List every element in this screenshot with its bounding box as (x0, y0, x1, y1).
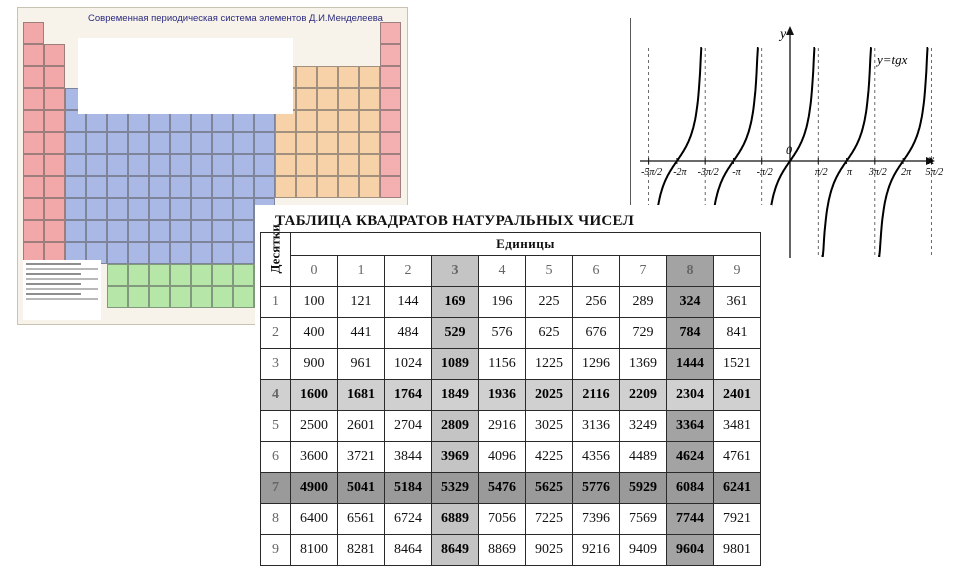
element-cell (380, 154, 401, 176)
table-cell: 3600 (291, 442, 338, 473)
element-cell (317, 66, 338, 88)
element-cell (65, 154, 86, 176)
element-cell (380, 44, 401, 66)
element-cell (317, 154, 338, 176)
element-cell (170, 220, 191, 242)
table-cell: 6400 (291, 504, 338, 535)
periodic-table-title: Современная периодическая система элементов Д.И.Менделеева (88, 13, 383, 24)
element-cell (170, 154, 191, 176)
table-cell: 5929 (620, 473, 667, 504)
table-cell: 961 (338, 349, 385, 380)
table-cell: 196 (479, 287, 526, 318)
element-cell (338, 88, 359, 110)
table-cell: 676 (573, 318, 620, 349)
element-cell (338, 176, 359, 198)
element-cell (212, 264, 233, 286)
units-column-header: 2 (385, 256, 432, 287)
element-cell (170, 286, 191, 308)
element-cell (212, 220, 233, 242)
table-cell: 100 (291, 287, 338, 318)
element-cell (149, 198, 170, 220)
table-cell: 1849 (432, 380, 479, 411)
table-row (261, 380, 761, 411)
element-cell (296, 176, 317, 198)
element-cell (233, 264, 254, 286)
element-cell (107, 264, 128, 286)
element-cell (212, 154, 233, 176)
element-cell (23, 22, 44, 44)
element-cell (212, 242, 233, 264)
table-cell: 9409 (620, 535, 667, 566)
element-cell (296, 66, 317, 88)
element-cell (359, 110, 380, 132)
x-axis-label: x (928, 153, 935, 168)
element-cell (86, 154, 107, 176)
element-cell (170, 242, 191, 264)
tick-label: 5π/2 (925, 167, 944, 178)
table-cell: 5625 (526, 473, 573, 504)
table-cell: 576 (479, 318, 526, 349)
element-cell (380, 88, 401, 110)
element-cell (233, 286, 254, 308)
element-cell (191, 286, 212, 308)
table-cell: 7921 (714, 504, 761, 535)
table-cell: 2401 (714, 380, 761, 411)
table-cell: 225 (526, 287, 573, 318)
table-cell: 9216 (573, 535, 620, 566)
element-cell (149, 242, 170, 264)
table-cell: 5776 (573, 473, 620, 504)
table-row (261, 287, 761, 318)
table-cell: 1521 (714, 349, 761, 380)
table-cell: 9801 (714, 535, 761, 566)
table-cell: 8869 (479, 535, 526, 566)
table-cell: 121 (338, 287, 385, 318)
table-row (261, 535, 761, 566)
table-cell: 6889 (432, 504, 479, 535)
element-cell (128, 286, 149, 308)
units-column-header: 9 (714, 256, 761, 287)
element-cell (359, 66, 380, 88)
tick-label: -5π/2 (641, 167, 663, 178)
units-column-header: 1 (338, 256, 385, 287)
element-cell (23, 88, 44, 110)
table-cell: 169 (432, 287, 479, 318)
table-cell: 1089 (432, 349, 479, 380)
element-cell (23, 110, 44, 132)
units-column-header: 4 (479, 256, 526, 287)
table-cell: 1764 (385, 380, 432, 411)
table-cell: 5476 (479, 473, 526, 504)
element-cell (107, 286, 128, 308)
element-cell (275, 132, 296, 154)
table-cell: 8100 (291, 535, 338, 566)
element-cell (233, 220, 254, 242)
element-cell (65, 132, 86, 154)
element-cell (23, 132, 44, 154)
element-cell (275, 176, 296, 198)
table-cell: 3136 (573, 411, 620, 442)
tick-label: -π (732, 167, 741, 178)
units-column-header: 0 (291, 256, 338, 287)
element-cell (380, 66, 401, 88)
element-cell (65, 198, 86, 220)
table-cell: 5184 (385, 473, 432, 504)
element-cell (233, 176, 254, 198)
element-cell (170, 198, 191, 220)
element-cell (86, 132, 107, 154)
element-cell (128, 264, 149, 286)
element-cell (380, 176, 401, 198)
table-cell: 4356 (573, 442, 620, 473)
table-cell: 1369 (620, 349, 667, 380)
table-cell: 2704 (385, 411, 432, 442)
element-cell (317, 88, 338, 110)
table-cell: 2500 (291, 411, 338, 442)
element-cell (380, 110, 401, 132)
table-row (261, 318, 761, 349)
table-cell: 6241 (714, 473, 761, 504)
element-cell (107, 242, 128, 264)
units-header: Единицы (291, 233, 761, 256)
table-cell: 8464 (385, 535, 432, 566)
table-cell: 4900 (291, 473, 338, 504)
element-cell (128, 132, 149, 154)
element-cell (23, 66, 44, 88)
table-row (261, 442, 761, 473)
table-cell: 5041 (338, 473, 385, 504)
element-cell (107, 220, 128, 242)
element-cell (359, 88, 380, 110)
table-cell: 841 (714, 318, 761, 349)
table-cell: 2916 (479, 411, 526, 442)
table-cell: 4225 (526, 442, 573, 473)
table-cell: 729 (620, 318, 667, 349)
element-cell (191, 242, 212, 264)
element-cell (296, 132, 317, 154)
element-cell (149, 264, 170, 286)
y-axis-label: y (780, 27, 787, 42)
table-cell: 4624 (667, 442, 714, 473)
table-cell: 9604 (667, 535, 714, 566)
element-cell (44, 220, 65, 242)
tens-row-header: 6 (261, 442, 291, 473)
table-cell: 324 (667, 287, 714, 318)
table-cell: 2601 (338, 411, 385, 442)
table-cell: 9025 (526, 535, 573, 566)
element-cell (254, 176, 275, 198)
tick-label: -π/2 (756, 167, 773, 178)
tens-row-header: 3 (261, 349, 291, 380)
element-cell (380, 22, 401, 44)
table-cell: 7056 (479, 504, 526, 535)
element-cell (128, 176, 149, 198)
element-cell (44, 110, 65, 132)
element-cell (128, 154, 149, 176)
table-cell: 2209 (620, 380, 667, 411)
element-cell (86, 220, 107, 242)
element-cell (44, 176, 65, 198)
element-cell (44, 66, 65, 88)
table-cell: 144 (385, 287, 432, 318)
element-cell (44, 44, 65, 66)
element-cell (107, 154, 128, 176)
element-cell (212, 286, 233, 308)
table-cell: 4761 (714, 442, 761, 473)
table-cell: 3481 (714, 411, 761, 442)
periodic-table-legend-box (78, 38, 293, 114)
tick-label: -2π (673, 167, 687, 178)
table-cell: 1156 (479, 349, 526, 380)
element-cell (44, 154, 65, 176)
table-cell: 1600 (291, 380, 338, 411)
table-cell: 529 (432, 318, 479, 349)
tens-row-header: 7 (261, 473, 291, 504)
element-cell (191, 220, 212, 242)
tens-row-header: 9 (261, 535, 291, 566)
element-cell (338, 66, 359, 88)
element-cell (170, 176, 191, 198)
tens-row-header: 5 (261, 411, 291, 442)
table-cell: 3025 (526, 411, 573, 442)
tens-header (261, 224, 291, 287)
element-cell (338, 132, 359, 154)
tick-label: π (847, 167, 853, 178)
squares-table (260, 224, 761, 566)
table-cell: 6724 (385, 504, 432, 535)
tens-row-header: 4 (261, 380, 291, 411)
element-cell (23, 220, 44, 242)
table-cell: 3721 (338, 442, 385, 473)
element-cell (107, 176, 128, 198)
tick-label: -3π/2 (697, 167, 719, 178)
units-column-header: 8 (667, 256, 714, 287)
element-cell (380, 132, 401, 154)
table-cell: 1936 (479, 380, 526, 411)
element-cell (191, 176, 212, 198)
squares-table-panel (255, 205, 772, 557)
element-cell (212, 198, 233, 220)
table-cell: 361 (714, 287, 761, 318)
element-cell (359, 176, 380, 198)
table-cell: 2304 (667, 380, 714, 411)
element-cell (107, 132, 128, 154)
tick-label: π/2 (814, 167, 828, 178)
table-cell: 3844 (385, 442, 432, 473)
table-row (261, 473, 761, 504)
element-cell (170, 132, 191, 154)
element-cell (233, 154, 254, 176)
element-cell (44, 198, 65, 220)
element-cell (233, 198, 254, 220)
table-cell: 3969 (432, 442, 479, 473)
element-cell (359, 154, 380, 176)
table-cell: 3249 (620, 411, 667, 442)
function-label: y=tgx (877, 52, 908, 67)
table-cell: 6561 (338, 504, 385, 535)
element-cell (149, 286, 170, 308)
table-cell: 784 (667, 318, 714, 349)
element-cell (23, 176, 44, 198)
element-cell (191, 198, 212, 220)
units-column-header: 5 (526, 256, 573, 287)
table-cell: 4096 (479, 442, 526, 473)
element-cell (317, 132, 338, 154)
element-cell (23, 198, 44, 220)
table-cell: 400 (291, 318, 338, 349)
element-cell (128, 198, 149, 220)
element-cell (338, 154, 359, 176)
element-cell (296, 154, 317, 176)
element-cell (191, 264, 212, 286)
element-cell (86, 198, 107, 220)
tens-header-label: Десятки (267, 224, 283, 274)
element-cell (233, 132, 254, 154)
table-cell: 1225 (526, 349, 573, 380)
tick-label: 2π (901, 167, 912, 178)
element-cell (128, 242, 149, 264)
table-cell: 7225 (526, 504, 573, 535)
element-cell (275, 154, 296, 176)
tens-row-header: 2 (261, 318, 291, 349)
tens-row-header: 8 (261, 504, 291, 535)
table-cell: 8649 (432, 535, 479, 566)
periodic-table-notes (23, 260, 101, 320)
table-cell: 8281 (338, 535, 385, 566)
table-cell: 900 (291, 349, 338, 380)
element-cell (107, 198, 128, 220)
element-cell (338, 110, 359, 132)
element-cell (233, 242, 254, 264)
element-cell (359, 132, 380, 154)
element-cell (317, 110, 338, 132)
table-row (261, 411, 761, 442)
element-cell (23, 44, 44, 66)
table-cell: 441 (338, 318, 385, 349)
tick-label: 3π/2 (868, 167, 887, 178)
element-cell (44, 88, 65, 110)
element-cell (170, 264, 191, 286)
table-cell: 3364 (667, 411, 714, 442)
element-cell (191, 154, 212, 176)
origin-label: 0 (786, 143, 792, 157)
table-cell: 1296 (573, 349, 620, 380)
element-cell (149, 132, 170, 154)
element-cell (149, 176, 170, 198)
table-cell: 4489 (620, 442, 667, 473)
element-cell (296, 88, 317, 110)
table-row (261, 504, 761, 535)
table-cell: 7569 (620, 504, 667, 535)
table-cell: 1024 (385, 349, 432, 380)
element-cell (65, 220, 86, 242)
element-cell (128, 220, 149, 242)
element-cell (254, 154, 275, 176)
units-column-header: 7 (620, 256, 667, 287)
table-row (261, 349, 761, 380)
element-cell (212, 132, 233, 154)
element-cell (44, 132, 65, 154)
units-column-header: 6 (573, 256, 620, 287)
element-cell (317, 176, 338, 198)
table-cell: 1681 (338, 380, 385, 411)
table-cell: 6084 (667, 473, 714, 504)
table-cell: 7396 (573, 504, 620, 535)
element-cell (254, 132, 275, 154)
table-cell: 625 (526, 318, 573, 349)
element-cell (212, 176, 233, 198)
element-cell (149, 154, 170, 176)
table-cell: 2116 (573, 380, 620, 411)
table-cell: 256 (573, 287, 620, 318)
table-cell: 289 (620, 287, 667, 318)
element-cell (86, 176, 107, 198)
table-cell: 7744 (667, 504, 714, 535)
table-cell: 5329 (432, 473, 479, 504)
table-cell: 2025 (526, 380, 573, 411)
element-cell (65, 176, 86, 198)
squares-table-title: ТАБЛИЦА КВАДРАТОВ НАТУРАЛЬНЫХ ЧИСЕЛ (275, 213, 635, 229)
element-cell (191, 132, 212, 154)
table-cell: 2809 (432, 411, 479, 442)
element-cell (296, 110, 317, 132)
table-cell: 1444 (667, 349, 714, 380)
table-cell: 484 (385, 318, 432, 349)
element-cell (149, 220, 170, 242)
element-cell (23, 154, 44, 176)
tens-row-header: 1 (261, 287, 291, 318)
units-column-header: 3 (432, 256, 479, 287)
